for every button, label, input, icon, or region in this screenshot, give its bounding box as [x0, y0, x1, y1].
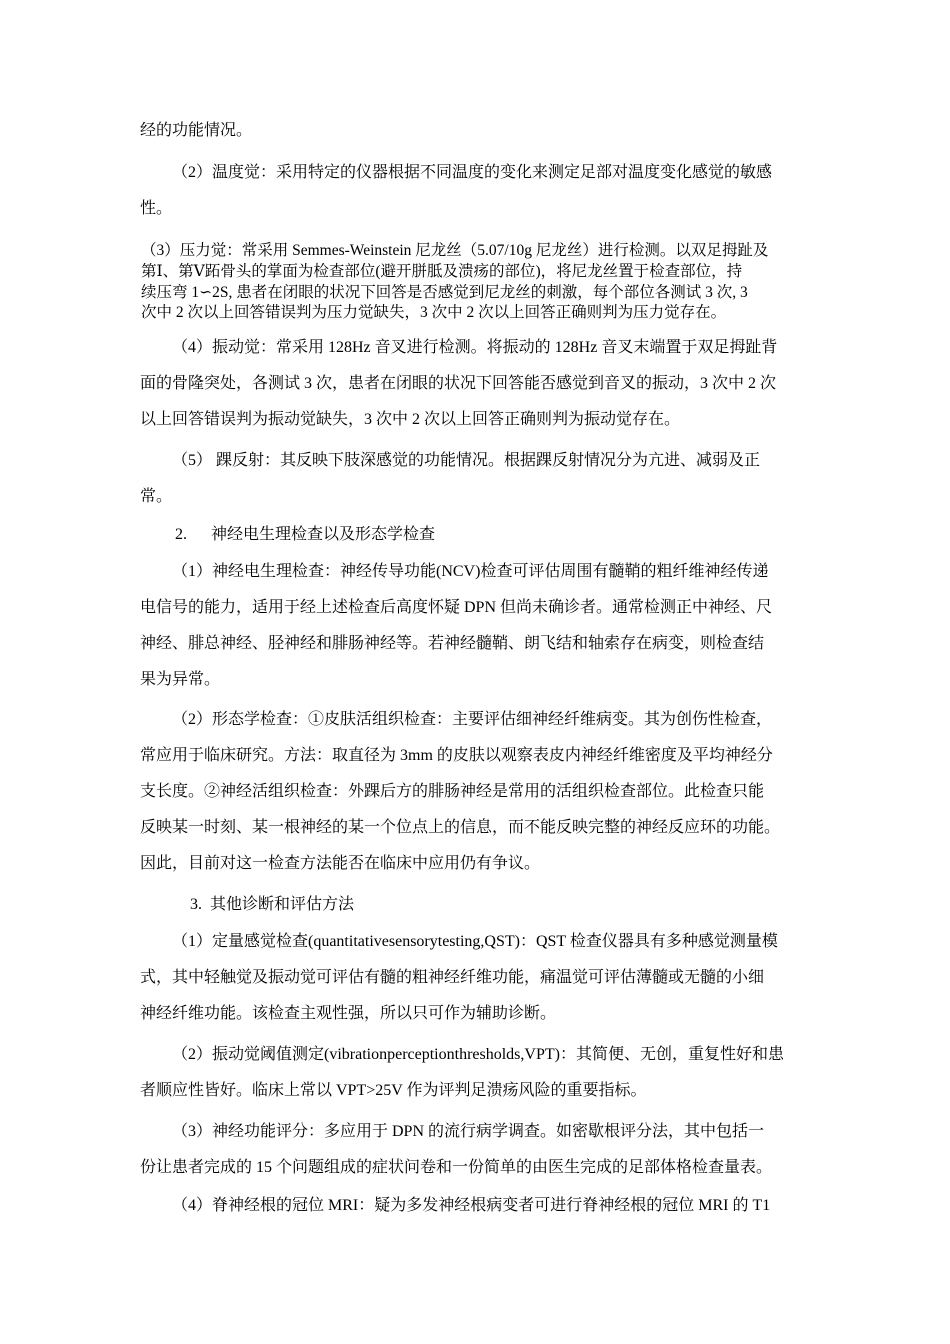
text-line: （4）脊神经根的冠位 MRI：疑为多发神经根病变者可进行脊神经根的冠位 MRI 的 T1 [172, 1197, 771, 1214]
text-line: （2）振动觉阈值测定(vibrationperceptionthresholds,VPT)：其简便、无创，重复性好和患 [172, 1046, 784, 1063]
text-line: （3）压力觉：常采用 Semmes-Weinstein 尼龙丝（5.07/10g 尼龙丝）进行检测。以双足拇趾及 [141, 242, 769, 259]
text-line: （4）振动觉：常采用 128Hz 音叉进行检测。将振动的 128Hz 音叉末端置于双足拇趾背 [172, 339, 778, 356]
text-line: 电信号的能力，适用于经上述检查后高度怀疑 DPN 但尚未确诊者。通常检测正中神经、尺 [140, 599, 773, 616]
text-line: （3）神经功能评分：多应用于 DPN 的流行病学调查。如密歇根评分法，其中包括一 [172, 1123, 765, 1140]
text-line: 经的功能情况。 [140, 122, 253, 139]
text-line: 第Ⅰ、第Ⅴ跖骨头的掌面为检查部位(避开胼胝及溃疡的部位)，将尼龙丝置于检查部位，持 [141, 263, 743, 280]
text-line: 者顺应性皆好。临床上常以 VPT>25V 作为评判足溃疡风险的重要指标。 [140, 1082, 647, 1099]
text-line: （5） 踝反射：其反映下肢深感觉的功能情况。根据踝反射情况分为亢进、减弱及正 [172, 452, 761, 469]
text-line: 份让患者完成的 15 个问题组成的症状问卷和一份简单的由医生完成的足部体格检查量表。 [140, 1159, 773, 1176]
text-line: 次中 2 次以上回答错误判为压力觉缺失，3 次中 2 次以上回答正确则判为压力觉存在。 [141, 304, 727, 321]
text-line: 性。 [140, 200, 173, 217]
text-line: （2）温度觉：采用特定的仪器根据不同温度的变化来测定足部对温度变化感觉的敏感 [172, 164, 773, 181]
text-line: 支长度。②神经活组织检查：外踝后方的腓肠神经是常用的活组织检查部位。此检查只能 [140, 783, 765, 800]
text-line: 常应用于临床研究。方法：取直径为 3mm 的皮肤以观察表皮内神经纤维密度及平均神经分 [140, 747, 773, 764]
text-line: 常。 [140, 488, 173, 505]
text-line: 果为异常。 [140, 671, 221, 688]
text-line: 因此，目前对这一检查方法能否在临床中应用仍有争议。 [140, 855, 541, 872]
section-heading: 3. 其他诊断和评估方法 [190, 896, 355, 913]
text-line: （1）神经电生理检查：神经传导功能(NCV)检查可评估周围有髓鞘的粗纤维神经传递 [172, 563, 769, 580]
text-line: 以上回答错误判为振动觉缺失，3 次中 2 次以上回答正确则判为振动觉存在。 [140, 411, 681, 428]
text-line: 神经、腓总神经、胫神经和腓肠神经等。若神经髓鞘、朗飞结和轴索存在病变，则检查结 [140, 635, 765, 652]
text-line: 神经纤维功能。该检查主观性强，所以只可作为辅助诊断。 [140, 1005, 557, 1022]
section-heading: 2. 神经电生理检查以及形态学检查 [175, 526, 436, 543]
text-line: 面的骨隆突处，各测试 3 次，患者在闭眼的状况下回答能否感觉到音叉的振动，3 次中 2 次 [140, 375, 777, 392]
text-line: 续压弯 1∽2S, 患者在闭眼的状况下回答是否感觉到尼龙丝的刺激，每个部位各测试 3 次, 3 [141, 284, 748, 301]
text-line: 反映某一时刻、某一根神经的某一个位点上的信息，而不能反映完整的神经反应环的功能。 [140, 819, 781, 836]
text-line: （1）定量感觉检查(quantitativesensorytesting,QST)：QST 检查仪器具有多种感觉测量模 [172, 933, 778, 950]
text-line: （2）形态学检查：①皮肤活组织检查：主要评估细神经纤维病变。其为创伤性检查， [172, 711, 773, 728]
text-line: 式，其中轻触觉及振动觉可评估有髓的粗神经纤维功能，痛温觉可评估薄髓或无髓的小细 [140, 969, 765, 986]
